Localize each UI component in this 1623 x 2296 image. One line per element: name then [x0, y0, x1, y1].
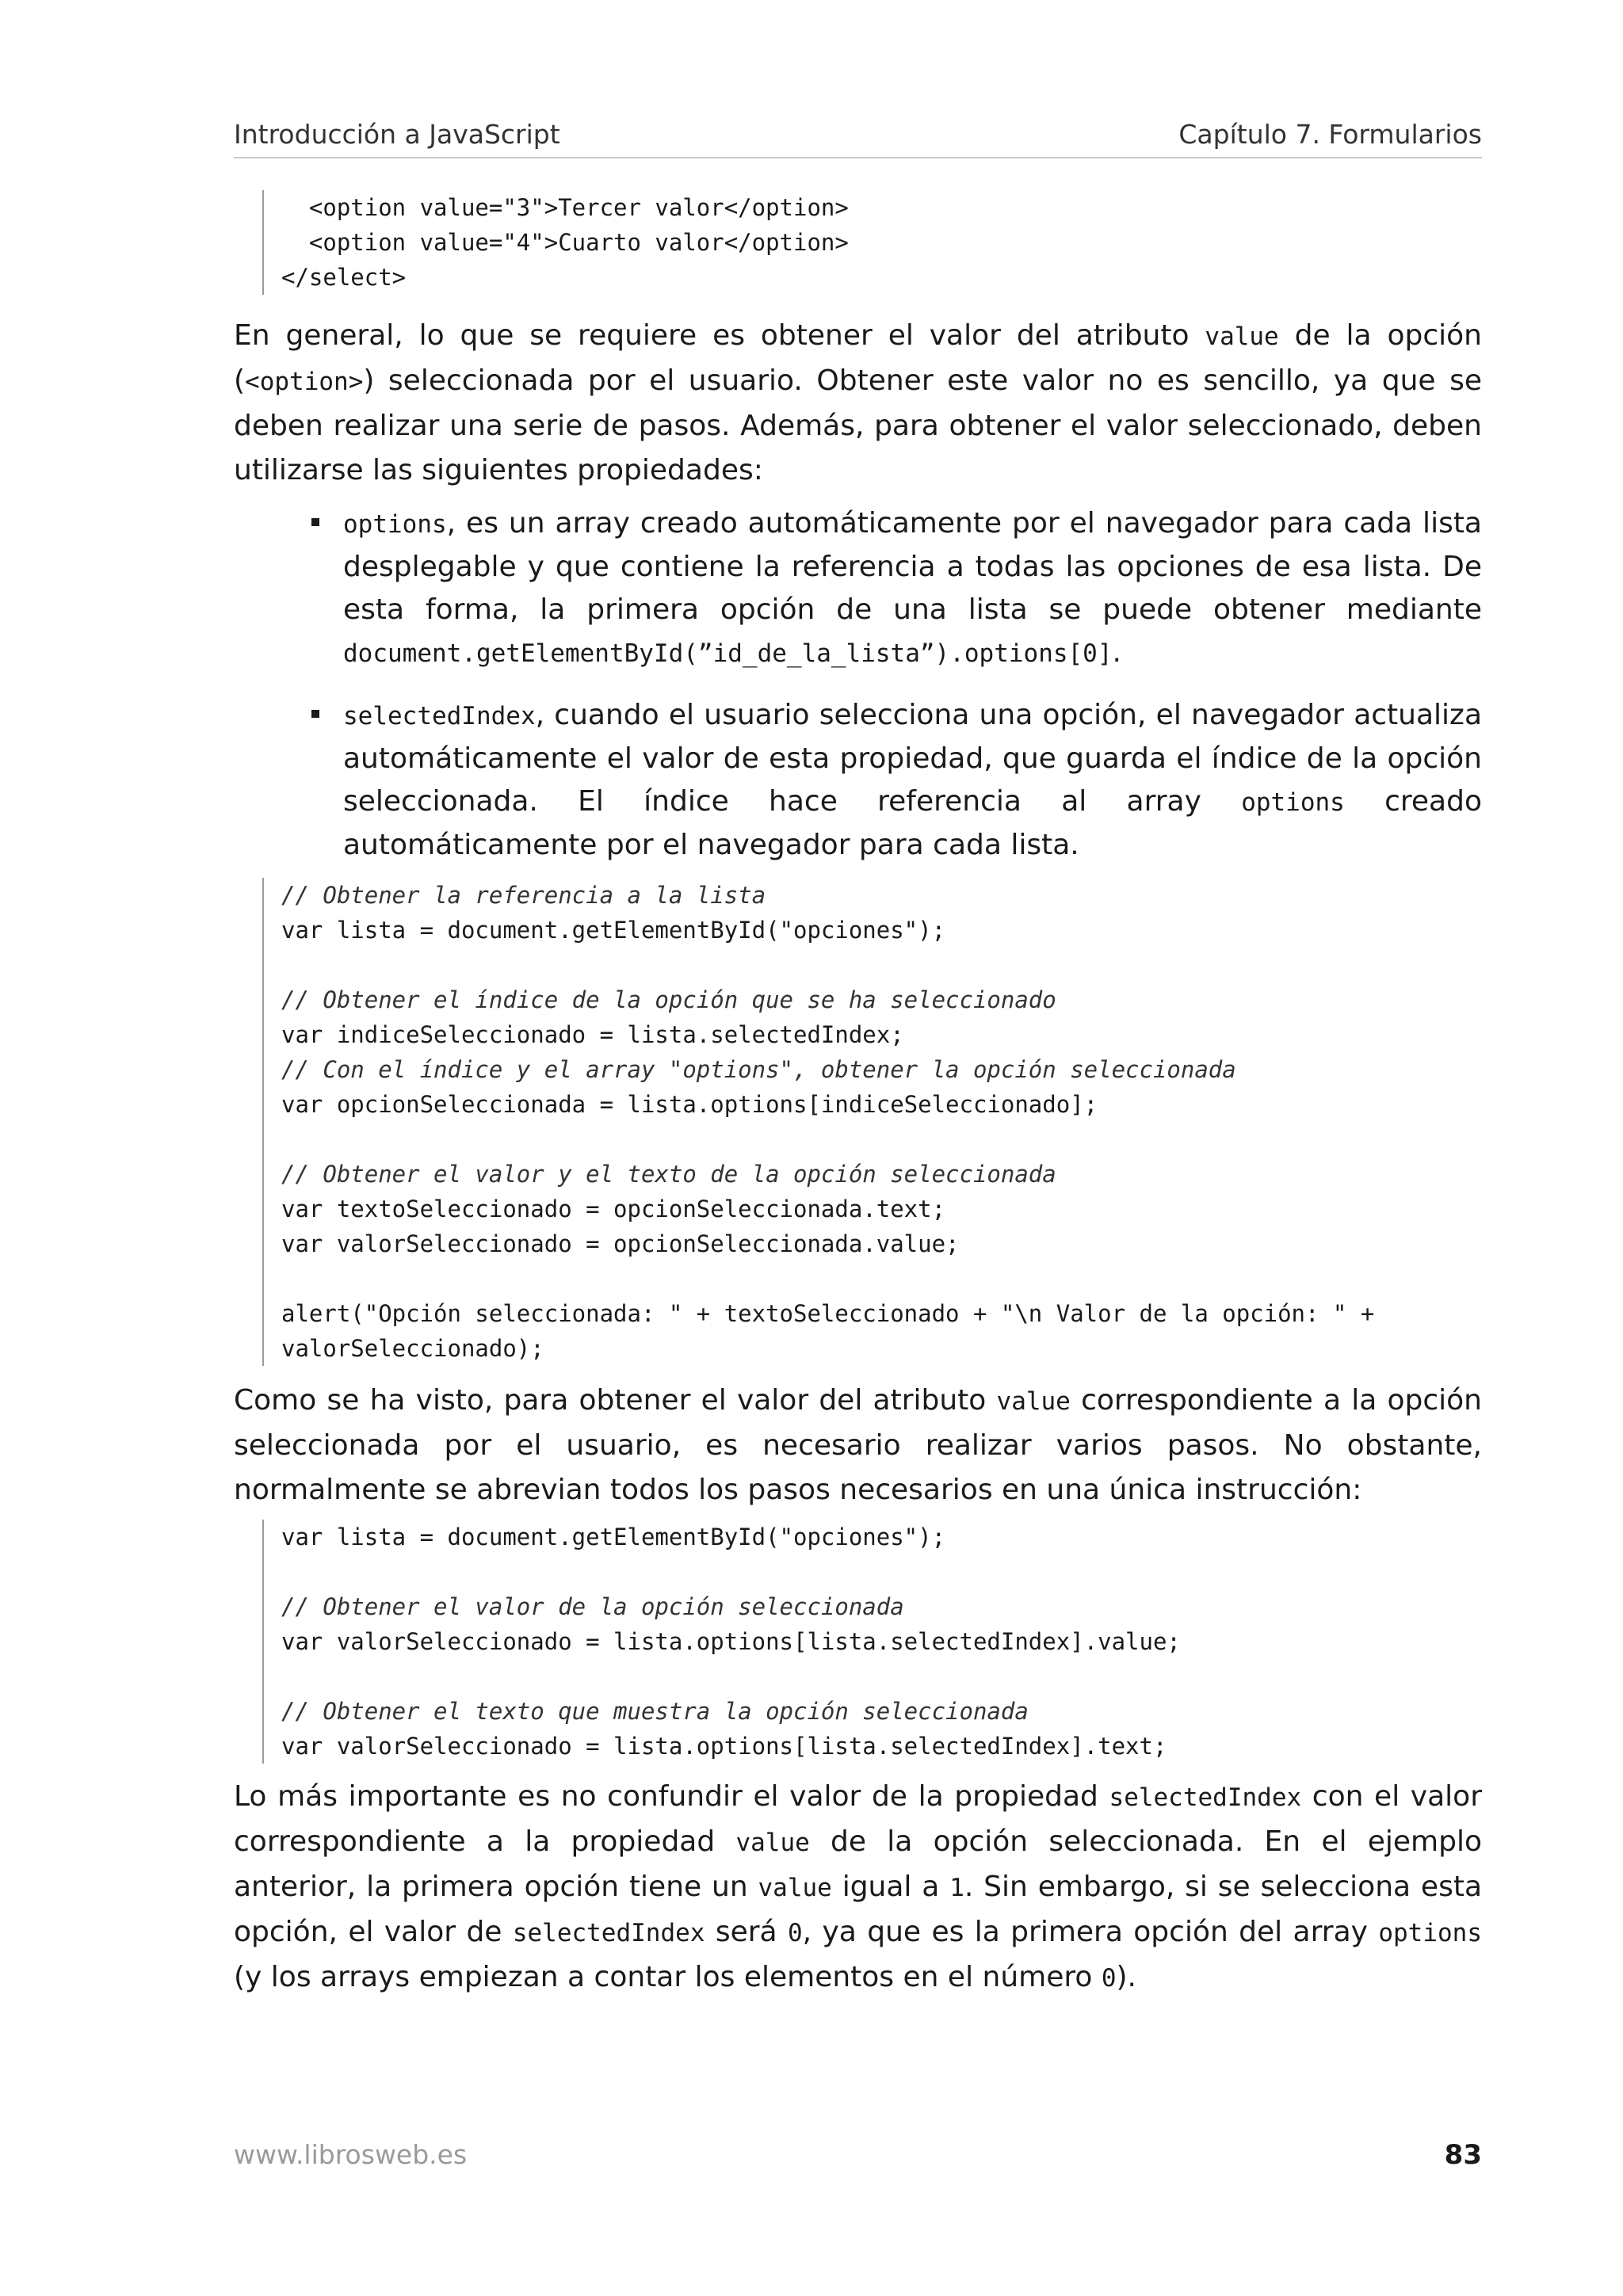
list-item-selectedindex: [234, 694, 1482, 867]
code-line: var valorSeleccionado = opcionSeleccionada.value;: [281, 1230, 960, 1257]
text-run: creado automáticamente por el navegador para cada lista.: [343, 785, 1482, 861]
inline-code: <option>: [245, 368, 364, 396]
code-line: [281, 1122, 1482, 1157]
inline-code: selectedIndex: [512, 1919, 705, 1947]
inline-code: options: [1378, 1919, 1482, 1947]
code-block-select-end: [262, 190, 1482, 295]
text-run: .: [1112, 636, 1121, 669]
code-line: alert("Opción seleccionada: " + textoSeleccionado + "\n Valor de la opción: " +: [281, 1300, 1375, 1327]
page-number: 83: [1444, 2139, 1482, 2171]
text-run: , cuando el usuario selecciona una opción, el navegador actualiza automáticamente el valor de esta propiedad, que guarda el índice de la opción seleccionada. El índice hace referencia al array: [343, 699, 1482, 818]
inline-code: value: [1205, 322, 1279, 351]
inline-code: value: [996, 1387, 1071, 1416]
code-line: var opcionSeleccionada = lista.options[indiceSeleccionado];: [281, 1091, 1098, 1118]
paragraph-selectedindex-note: [234, 1775, 1482, 2000]
code-comment-line: // Obtener el valor de la opción seleccionada: [281, 1593, 904, 1620]
square-bullet-icon: [311, 710, 319, 718]
text-run: ).: [1116, 1961, 1137, 1993]
inline-code: 0: [1101, 1964, 1117, 1993]
code-line: var valorSeleccionado = lista.options[lista.selectedIndex].value;: [281, 1628, 1181, 1655]
code-comment-line: // Obtener el valor y el texto de la opción seleccionada: [281, 1161, 1056, 1188]
inline-code: value: [735, 1829, 810, 1857]
inline-code: options: [343, 510, 447, 539]
inline-code: 0: [788, 1919, 803, 1947]
code-line: [281, 1659, 1482, 1694]
text-run: ) seleccionada por el usuario. Obtener este valor no es sencillo, ya que se deben realizar una serie de pasos. Además, para obtener el valor seleccionado, deben utilizarse las siguientes propiedades:: [234, 364, 1482, 486]
code-block-short-form: [262, 1520, 1482, 1764]
inline-code: selectedIndex: [1109, 1783, 1302, 1812]
code-comment-line: // Obtener la referencia a la lista: [281, 882, 766, 909]
code-line: <option value="3">Tercer valor</option>: [281, 194, 849, 221]
text-run: Como se ha visto, para obtener el valor del atributo: [234, 1384, 997, 1417]
book-page: [234, 0, 1482, 2296]
code-line: [281, 1554, 1482, 1589]
text-run: , ya que es la primera opción del array: [802, 1916, 1379, 1948]
code-line: var textoSeleccionado = opcionSeleccionada.text;: [281, 1196, 946, 1222]
text-run: En general, lo que se requiere es obtener el valor del atributo: [234, 319, 1205, 352]
inline-code: value: [758, 1874, 832, 1902]
text-run: de la opción (: [234, 319, 1482, 397]
page-footer: [234, 2139, 1482, 2171]
chapter-title: Capítulo 7. Formularios: [1178, 119, 1482, 150]
list-item-options: [234, 502, 1482, 675]
property-list: [234, 502, 1482, 867]
site-url[interactable]: www.librosweb.es: [234, 2139, 468, 2170]
inline-code: 1: [949, 1874, 964, 1902]
text-run: Lo más importante es no confundir el valor de la propiedad: [234, 1780, 1109, 1813]
paragraph-summary: [234, 1379, 1482, 1512]
text-run: igual a: [831, 1871, 950, 1903]
inline-code: options: [1241, 788, 1345, 817]
paragraph-intro: [234, 314, 1482, 493]
text-run: será: [705, 1916, 788, 1948]
page-header: [234, 119, 1482, 158]
code-line: var lista = document.getElementById("opciones");: [281, 917, 946, 944]
text-run: (y los arrays empiezan a contar los elementos en el número: [234, 1961, 1102, 1993]
code-line: var valorSeleccionado = lista.options[lista.selectedIndex].text;: [281, 1733, 1167, 1760]
square-bullet-icon: [311, 518, 319, 526]
inline-code: selectedIndex: [343, 702, 536, 730]
code-line: [281, 1261, 1482, 1296]
book-title: Introducción a JavaScript: [234, 119, 560, 150]
text-run: de la opción seleccionada. En el ejemplo anterior, la primera opción tiene un: [234, 1825, 1482, 1903]
code-line: <option value="4">Cuarto valor</option>: [281, 229, 849, 256]
code-line: var lista = document.getElementById("opciones");: [281, 1524, 946, 1550]
code-line: var indiceSeleccionado = lista.selectedIndex;: [281, 1021, 904, 1048]
text-run: con el valor correspondiente a la propiedad: [234, 1780, 1482, 1858]
code-comment-line: // Obtener el texto que muestra la opción seleccionada: [281, 1698, 1029, 1725]
inline-code: document.getElementById(”id_de_la_lista”).options[0]: [343, 639, 1113, 668]
text-run: . Sin embargo, si se selecciona esta opción, el valor de: [234, 1871, 1483, 1948]
code-line: valorSeleccionado);: [281, 1335, 544, 1362]
code-comment-line: // Con el índice y el array "options", obtener la opción seleccionada: [281, 1056, 1236, 1083]
code-comment-line: // Obtener el índice de la opción que se ha seleccionado: [281, 986, 1056, 1013]
text-run: , es un array creado automáticamente por el navegador para cada lista desplegable y que contiene la referencia a todas las opciones de esa lista. De esta forma, la primera opción de una lista se puede obtener mediante: [343, 507, 1482, 626]
code-line: </select>: [281, 264, 407, 291]
text-run: correspondiente a la opción seleccionada por el usuario, es necesario realizar varios pasos. No obstante, normalmente se abrevian todos los pasos necesarios en una única instrucción:: [234, 1384, 1482, 1506]
code-line: [281, 948, 1482, 982]
code-block-get-selected: [262, 878, 1482, 1366]
